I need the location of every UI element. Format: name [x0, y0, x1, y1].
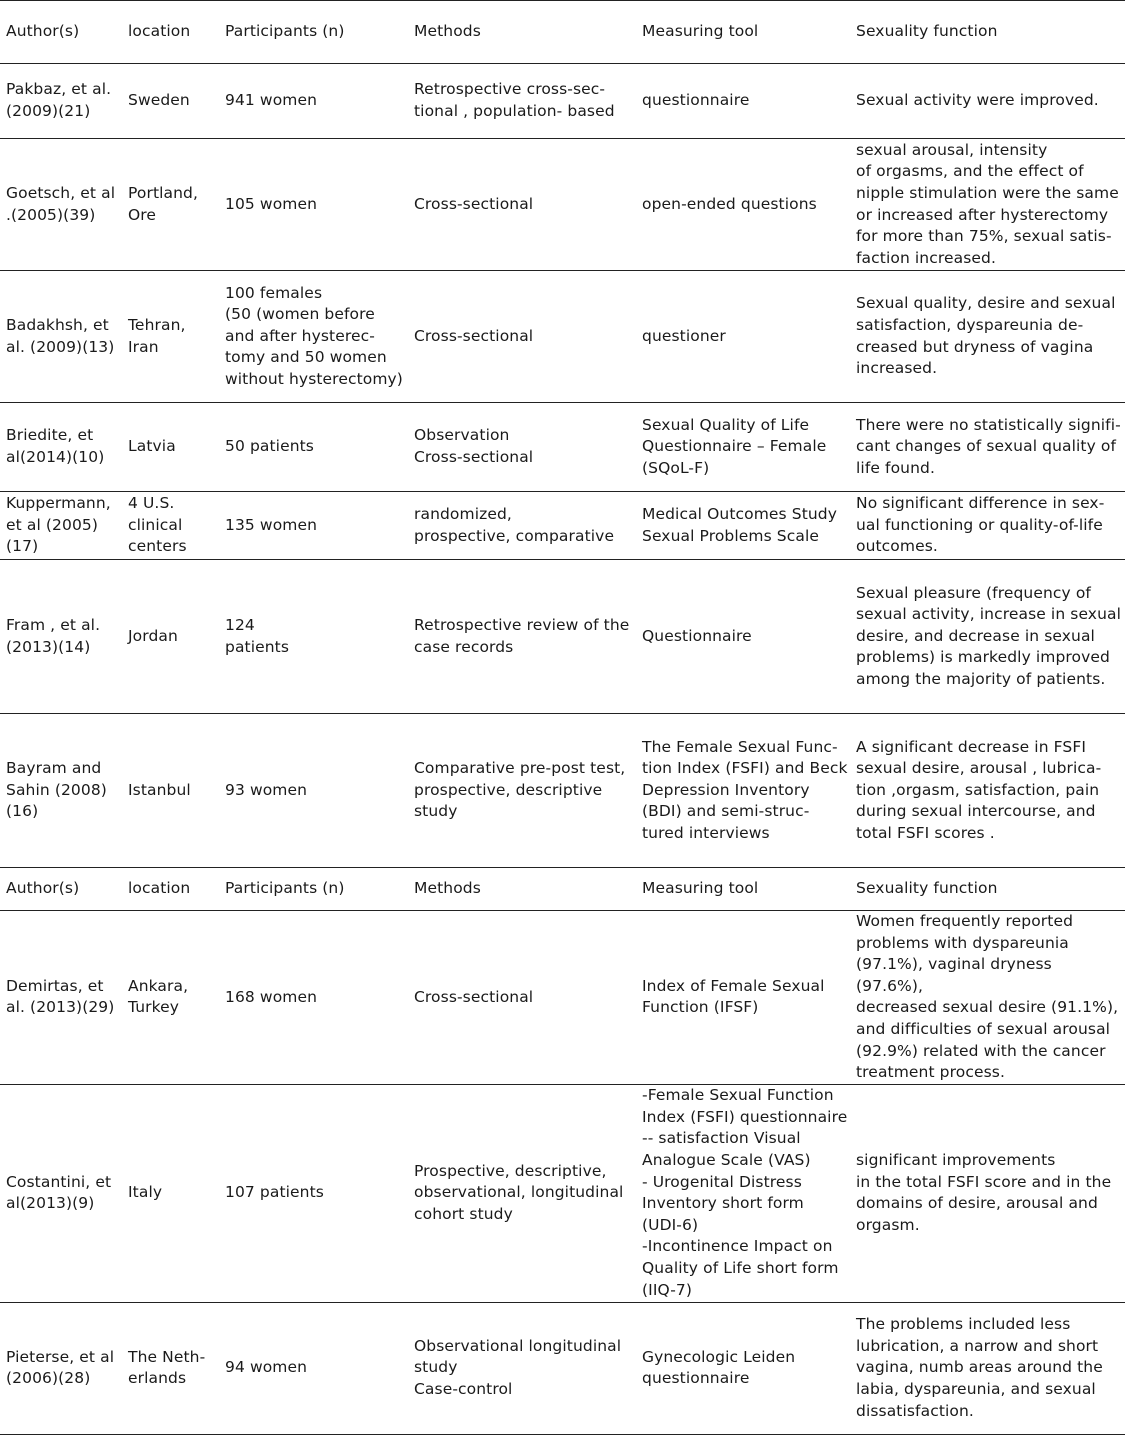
table-row — [0, 64, 1125, 139]
cell-participants: 94 women — [219, 1302, 408, 1434]
cell-participants: 100 females (50 (women before and after hysterec- tomy and 50 women without hysterectomy) — [219, 271, 408, 403]
table-header-row — [0, 1, 1125, 64]
table-row — [0, 271, 1125, 403]
cell-sexuality-function: sexual arousal, intensity of orgasms, and the effect of nipple stimulation were the same or increased after hysterectomy for more than 75%, sexual satis- faction increased. — [850, 139, 1125, 271]
cell-participants: 168 women — [219, 911, 408, 1085]
header-sexuality-function: Sexuality function — [850, 868, 1125, 911]
cell-sexuality-function: There were no statistically signifi- cant changes of sexual quality of life found. — [850, 403, 1125, 492]
cell-participants: 124 patients — [219, 560, 408, 714]
cell-author: Bayram and Sahin (2008) (16) — [0, 714, 122, 868]
cell-participants: 135 women — [219, 492, 408, 560]
cell-sexuality-function: The problems included less lubrication, a narrow and short vagina, numb areas around the labia, dyspareunia, and sexual dissatisfaction. — [850, 1302, 1125, 1434]
cell-measuring-tool: Sexual Quality of Life Questionnaire – Female (SQoL-F) — [636, 403, 850, 492]
header-participants: Participants (n) — [219, 868, 408, 911]
cell-participants: 105 women — [219, 139, 408, 271]
cell-methods: Retrospective review of the case records — [408, 560, 636, 714]
cell-participants: 941 women — [219, 64, 408, 139]
cell-methods: Retrospective cross-sec- tional , population- based — [408, 64, 636, 139]
cell-author: Pieterse, et al (2006)(28) — [0, 1302, 122, 1434]
cell-author: Costantini, et al(2013)(9) — [0, 1084, 122, 1302]
cell-methods: Comparative pre-post test, prospective, descriptive study — [408, 714, 636, 868]
header-participants: Participants (n) — [219, 1, 408, 64]
cell-author: Briedite, et al(2014)(10) — [0, 403, 122, 492]
table-header-row-repeat — [0, 868, 1125, 911]
cell-methods: Cross-sectional — [408, 139, 636, 271]
header-location: location — [122, 1, 219, 64]
cell-location: The Neth- erlands — [122, 1302, 219, 1434]
header-author: Author(s) — [0, 868, 122, 911]
cell-location: Latvia — [122, 403, 219, 492]
table-row — [0, 139, 1125, 271]
cell-author: Kuppermann, et al (2005) (17) — [0, 492, 122, 560]
header-methods: Methods — [408, 868, 636, 911]
cell-location: 4 U.S. clinical centers — [122, 492, 219, 560]
cell-sexuality-function: Sexual activity were improved. — [850, 64, 1125, 139]
cell-location: Ankara, Turkey — [122, 911, 219, 1085]
cell-location: Portland, Ore — [122, 139, 219, 271]
cell-measuring-tool: The Female Sexual Func- tion Index (FSFI) and Beck Depression Inventory (BDI) and semi-struc- tured interviews — [636, 714, 850, 868]
header-sexuality-function: Sexuality function — [850, 1, 1125, 64]
cell-location: Tehran, Iran — [122, 271, 219, 403]
cell-participants: 93 women — [219, 714, 408, 868]
table-row — [0, 403, 1125, 492]
header-author: Author(s) — [0, 1, 122, 64]
table-row — [0, 1084, 1125, 1302]
cell-location: Istanbul — [122, 714, 219, 868]
cell-methods: Observation Cross-sectional — [408, 403, 636, 492]
cell-methods: randomized, prospective, comparative — [408, 492, 636, 560]
cell-sexuality-function: significant improvements in the total FSFI score and in the domains of desire, arousal and orgasm. — [850, 1084, 1125, 1302]
cell-measuring-tool: -Female Sexual Function Index (FSFI) questionnaire -- satisfaction Visual Analogue Scale (VAS) - Urogenital Distress Inventory short form (UDI-6) -Incontinence Impact on Quality of Life short form (IIQ-7) — [636, 1084, 850, 1302]
header-methods: Methods — [408, 1, 636, 64]
cell-location: Jordan — [122, 560, 219, 714]
cell-measuring-tool: Gynecologic Leiden questionnaire — [636, 1302, 850, 1434]
cell-sexuality-function: Sexual quality, desire and sexual satisfaction, dyspareunia de- creased but dryness of vagina increased. — [850, 271, 1125, 403]
table-row — [0, 714, 1125, 868]
table-row — [0, 1302, 1125, 1434]
cell-participants: 50 patients — [219, 403, 408, 492]
table-row — [0, 911, 1125, 1085]
cell-author: Pakbaz, et al. (2009)(21) — [0, 64, 122, 139]
table-row — [0, 560, 1125, 714]
cell-methods: Observational longitudinal study Case-control — [408, 1302, 636, 1434]
cell-methods: Cross-sectional — [408, 271, 636, 403]
cell-sexuality-function: No significant difference in sex- ual functioning or quality-of-life outcomes. — [850, 492, 1125, 560]
cell-methods: Cross-sectional — [408, 911, 636, 1085]
cell-sexuality-function: A significant decrease in FSFI sexual desire, arousal , lubrica- tion ,orgasm, satisfaction, pain during sexual intercourse, and total FSFI scores . — [850, 714, 1125, 868]
cell-location: Italy — [122, 1084, 219, 1302]
header-location: location — [122, 868, 219, 911]
cell-participants: 107 patients — [219, 1084, 408, 1302]
cell-location: Sweden — [122, 64, 219, 139]
header-measuring-tool: Measuring tool — [636, 868, 850, 911]
cell-measuring-tool: Index of Female Sexual Function (IFSF) — [636, 911, 850, 1085]
cell-sexuality-function: Sexual pleasure (frequency of sexual activity, increase in sexual desire, and decrease in sexual problems) is markedly improved among the majority of patients. — [850, 560, 1125, 714]
cell-author: Demirtas, et al. (2013)(29) — [0, 911, 122, 1085]
cell-measuring-tool: questioner — [636, 271, 850, 403]
cell-measuring-tool: Medical Outcomes Study Sexual Problems Scale — [636, 492, 850, 560]
cell-measuring-tool: Questionnaire — [636, 560, 850, 714]
table-row — [0, 492, 1125, 560]
header-measuring-tool: Measuring tool — [636, 1, 850, 64]
cell-methods: Prospective, descriptive, observational, longitudinal cohort study — [408, 1084, 636, 1302]
cell-author: Badakhsh, et al. (2009)(13) — [0, 271, 122, 403]
cell-measuring-tool: questionnaire — [636, 64, 850, 139]
cell-author: Goetsch, et al .(2005)(39) — [0, 139, 122, 271]
cell-measuring-tool: open-ended questions — [636, 139, 850, 271]
cell-author: Fram , et al. (2013)(14) — [0, 560, 122, 714]
cell-sexuality-function: Women frequently reported problems with dyspareunia (97.1%), vaginal dryness (97.6%), decreased sexual desire (91.1%), and difficulties of sexual arousal (92.9%) related with the cancer treatment process. — [850, 911, 1125, 1085]
